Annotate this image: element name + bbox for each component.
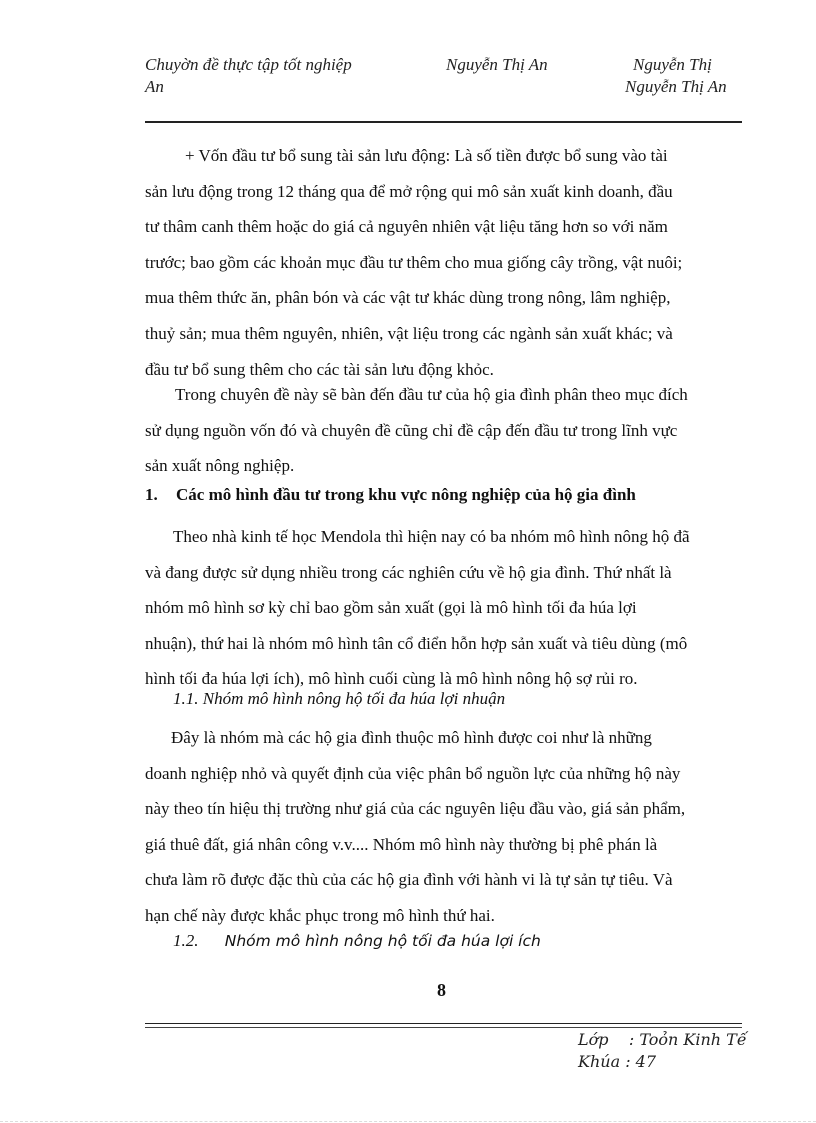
text-line: tư thâm canh thêm hoặc do giá cả nguyên nhiên vật liệu tăng hơn so với năm: [145, 217, 668, 237]
page-edge: [0, 1121, 816, 1122]
section-number: 1.: [145, 485, 158, 504]
footer-class: Lớp : Toỏn Kinh Tế: [578, 1030, 747, 1049]
paragraph-profit-model: [145, 720, 742, 934]
text-line: Trong chuyên đề này sẽ bàn đến đầu tư của hộ gia đình phân theo mục đích: [175, 385, 688, 404]
footer-divider-secondary: [145, 1027, 742, 1028]
footer-course: Khúa : 47: [578, 1052, 657, 1071]
subsection-title: Nhóm mô hình nông hộ tối đa húa lợi ích: [224, 932, 541, 950]
text-line: sản xuất nông nghiệp.: [145, 456, 295, 476]
subsection-heading-1-1: 1.1. Nhóm mô hình nông hộ tối đa húa lợi nhuận: [173, 689, 506, 708]
header-center: Nguyễn Thị An: [446, 55, 548, 74]
text-line: và đang được sử dụng nhiều trong các nghiên cứu về hộ gia đình. Thứ nhất là: [145, 562, 672, 582]
header-right-line1: Nguyễn Thị: [633, 55, 712, 74]
text-line: doanh nghiệp nhỏ và quyết định của việc phân bổ nguồn lực của những hộ này: [145, 763, 681, 783]
subsection-number: 1.2.: [173, 931, 199, 950]
text-line: + Vốn đầu tư bổ sung tài sản lưu động: Là số tiền được bổ sung vào tài: [185, 146, 668, 165]
text-line: nhuận), thứ hai là nhóm mô hình tân cổ điển hỗn hợp sản xuất và tiêu dùng (mô: [145, 633, 688, 653]
header-right-line2: Nguyễn Thị An: [625, 77, 727, 96]
subsection-heading-1-2: [173, 931, 541, 951]
text-line: nhóm mô hình sơ kỳ chỉ bao gồm sản xuất (gọi là mô hình tối đa húa lợi: [145, 598, 637, 618]
text-line: thuỷ sản; mua thêm nguyên, nhiên, vật liệu trong các ngành sản xuất khác; và: [145, 323, 673, 343]
text-line: hạn chế này được khắc phục trong mô hình thứ hai.: [145, 905, 495, 925]
text-line: sử dụng nguồn vốn đó và chuyên đề cũng chỉ đề cập đến đầu tư trong lĩnh vực: [145, 420, 678, 440]
text-line: hình tối đa húa lợi ích), mô hình cuối cùng là mô hình nông hộ sợ rủi ro.: [145, 669, 638, 689]
text-line: Theo nhà kinh tế học Mendola thì hiện nay có ba nhóm mô hình nông hộ đã: [173, 527, 690, 546]
text-line: sản lưu động trong 12 tháng qua để mở rộng qui mô sản xuất kinh doanh, đầu: [145, 181, 673, 201]
header-left-line1: Chuyờn đề thực tập tốt nghiệp: [145, 55, 352, 74]
text-line: mua thêm thức ăn, phân bón và các vật tư khác dùng trong nông, lâm nghiệp,: [145, 288, 671, 308]
page-number: 8: [437, 980, 446, 1000]
paragraph-scope: [145, 377, 742, 484]
paragraph-working-capital: [145, 138, 742, 387]
text-line: Đây là nhóm mà các hộ gia đình thuộc mô hình được coi như là những: [171, 728, 652, 747]
section-title: Các mô hình đầu tư trong khu vực nông nghiệp của hộ gia đình: [176, 485, 636, 504]
section-heading: [145, 485, 636, 505]
text-line: trước; bao gồm các khoản mục đầu tư thêm cho mua giống cây trồng, vật nuôi;: [145, 252, 683, 272]
text-line: chưa làm rõ được đặc thù của các hộ gia đình với hành vi là tự sản tự tiêu. Và: [145, 870, 673, 890]
header-left-line2: An: [145, 77, 164, 96]
footer-divider: [145, 1023, 742, 1024]
text-line: này theo tín hiệu thị trường như giá của các nguyên liệu đầu vào, giá sản phẩm,: [145, 799, 686, 819]
paragraph-mendola: [145, 519, 742, 697]
text-line: đầu tư bổ sung thêm cho các tài sản lưu động khỏc.: [145, 359, 494, 379]
text-line: giá thuê đất, giá nhân công v.v.... Nhóm mô hình này thường bị phê phán là: [145, 834, 658, 854]
header-divider: [145, 121, 742, 123]
